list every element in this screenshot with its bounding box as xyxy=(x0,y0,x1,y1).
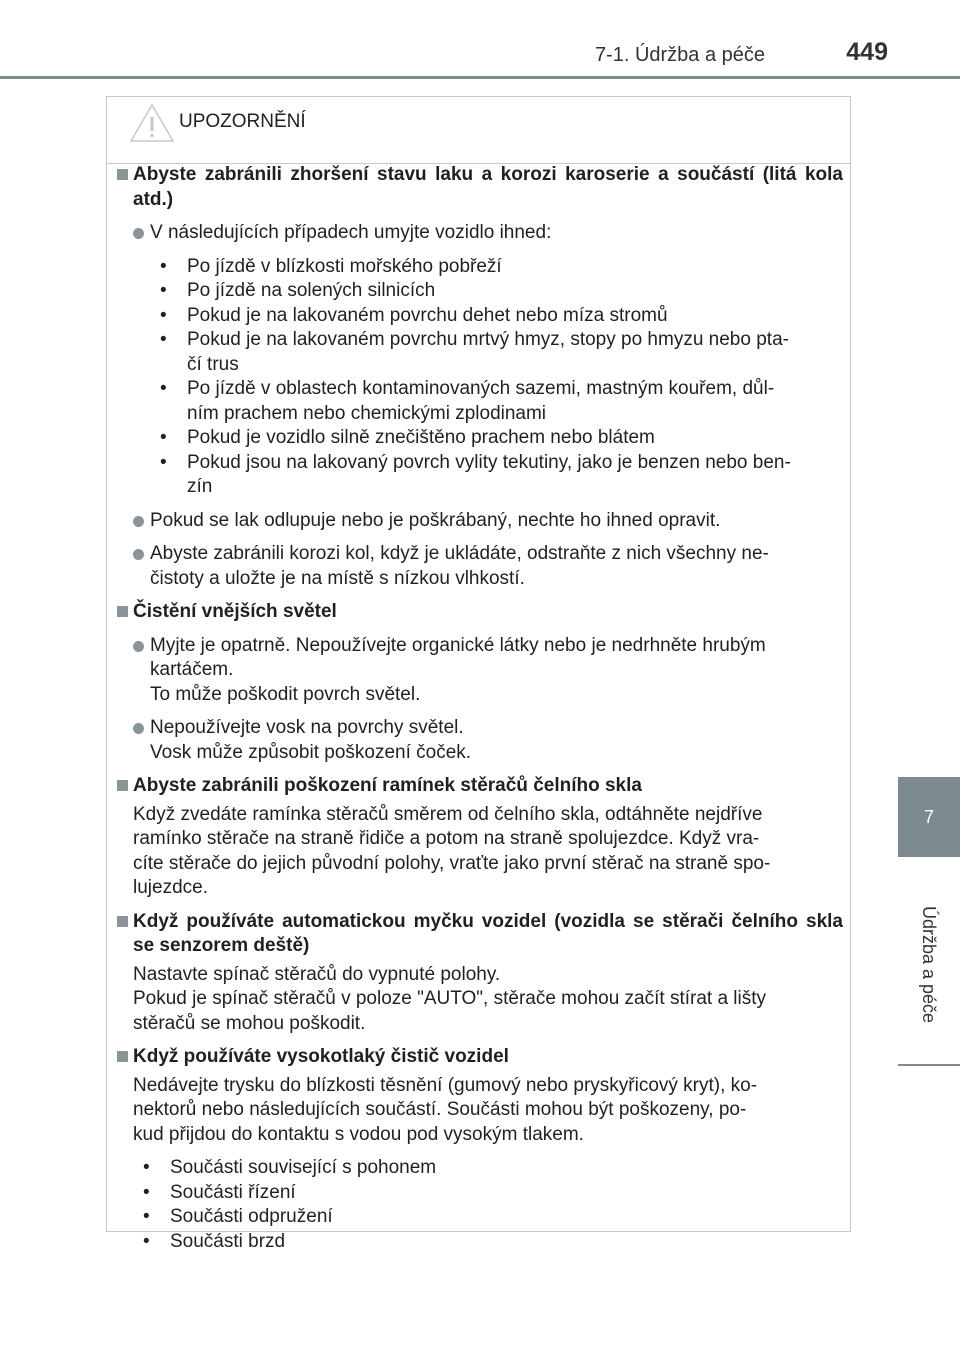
warning-box xyxy=(106,96,851,1252)
chapter-tab-rule xyxy=(898,1064,960,1066)
bullet-item: Nepoužívejte vosk na povrchy světel. Vosk může způsobit poškození čoček. xyxy=(133,716,843,765)
sub-list xyxy=(143,1156,843,1254)
sub-list-item: • Součásti brzd xyxy=(143,1230,843,1255)
section-text: Nedávejte trysku do blízkosti těsnění (gumový nebo pryskyřicový kryt), ko- nektorů nebo následujících součástí. Součásti mohou být poškozeny, po- kud přijdou do kontaktu s vodou pod vysokým tlakem. xyxy=(133,1074,758,1145)
section-exterior-lights xyxy=(117,600,843,765)
chapter-tab-label xyxy=(898,864,960,1064)
header-rule xyxy=(0,76,960,79)
page-number: 449 xyxy=(846,38,888,66)
section-heading: Čistění vnějších světel xyxy=(133,600,843,625)
sub-list-item: • Pokud jsou na lakovaný povrch vylity tekutiny, jako je benzen nebo ben- zín xyxy=(160,451,843,500)
bullet-item xyxy=(133,221,843,500)
sub-list-item: • Pokud je na lakovaném povrchu mrtvý hmyz, stopy po hmyzu nebo pta- čí trus xyxy=(160,328,843,377)
section-text: Když zvedáte ramínka stěračů směrem od čelního skla, odtáhněte nejdříve ramínko stěrače na straně řidiče a potom na straně spolujezdce. Když vra- cíte stěrače do jejich původní polohy, vraťte jako první stěrač na straně spo- lujezdce. xyxy=(133,803,771,898)
section-car-wash xyxy=(117,910,843,1037)
section-heading: Abyste zabránili zhoršení stavu laku a korozi karoserie a součástí (litá kola atd.) xyxy=(133,163,843,212)
sub-list-item: • Součásti související s pohonem xyxy=(143,1156,843,1181)
chapter-tab-number: 7 xyxy=(898,777,960,857)
section-heading: Když používáte vysokotlaký čistič vozidel xyxy=(133,1045,843,1070)
header-section-title: 7-1. Údržba a péče xyxy=(594,44,766,66)
sub-list-item: • Pokud je na lakovaném povrchu dehet nebo míza stromů xyxy=(160,304,843,329)
sub-list-item: • Po jízdě na solených silnicích xyxy=(160,279,843,304)
section-high-pressure-washer xyxy=(117,1045,843,1254)
sub-list-item: • Součásti odpružení xyxy=(143,1205,843,1230)
sub-list xyxy=(160,255,843,500)
section-paint-corrosion xyxy=(117,163,843,591)
section-wiper-arms xyxy=(117,774,843,901)
section-heading: Abyste zabránili poškození ramínek stěračů čelního skla xyxy=(133,774,843,799)
chapter-tab-label-text: Údržba a péče xyxy=(919,905,940,1023)
bullet-item: Myjte je opatrně. Nepoužívejte organické látky nebo je nedrhněte hrubým kartáčem. To může poškodit povrch světel. xyxy=(133,634,843,708)
bullet-text: V následujících případech umyjte vozidlo ihned: xyxy=(150,222,552,243)
bullet-item: Abyste zabránili korozi kol, když je ukládáte, odstraňte z nich všechny ne- čistoty a uložte je na místě s nízkou vlhkostí. xyxy=(133,542,843,591)
sub-list-item: • Po jízdě v blízkosti mořského pobřeží xyxy=(160,255,843,280)
sub-list-item: • Po jízdě v oblastech kontaminovaných sazemi, mastným kouřem, důl- ním prachem nebo chemickými zplodinami xyxy=(160,377,843,426)
warning-triangle-icon xyxy=(129,103,175,143)
sub-list-item: • Pokud je vozidlo silně znečištěno prachem nebo blátem xyxy=(160,426,843,451)
sub-list-item: • Součásti řízení xyxy=(143,1181,843,1206)
section-text: Nastavte spínač stěračů do vypnuté polohy. Pokud je spínač stěračů v poloze "AUTO", stěrače mohou začít stírat a lišty stěračů se mohou poškodit. xyxy=(133,963,767,1034)
warning-title: UPOZORNĚNÍ xyxy=(179,111,306,132)
bullet-item: Pokud se lak odlupuje nebo je poškrábaný, nechte ho ihned opravit. xyxy=(133,509,843,534)
warning-content xyxy=(117,154,843,1254)
section-heading: Když používáte automatickou myčku vozidel (vozidla se stěrači čelního skla se senzorem deště) xyxy=(133,910,843,959)
